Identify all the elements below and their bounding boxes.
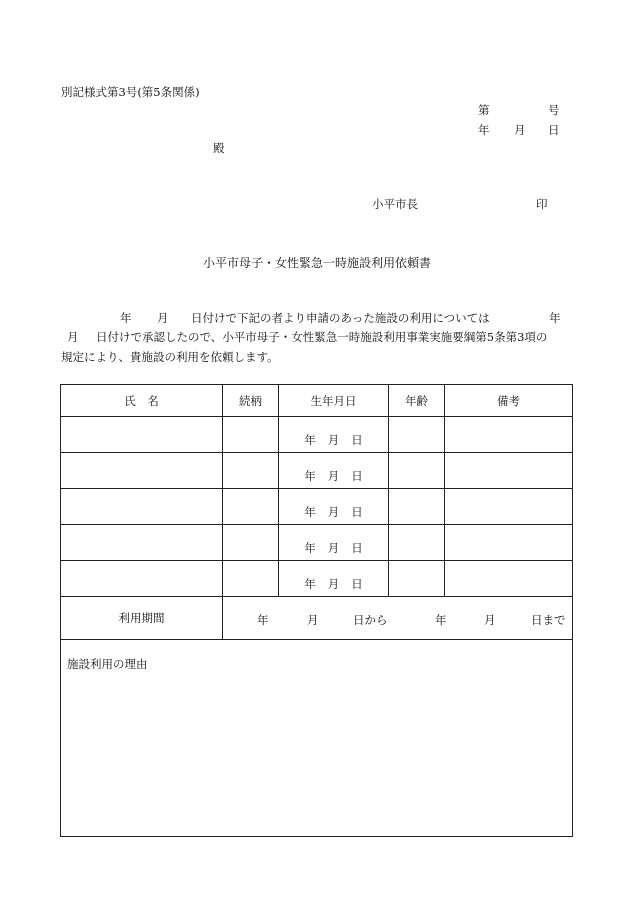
header-name: 氏 名	[61, 385, 223, 417]
body-line-2: 日付けで承認したので、小平市母子・女性緊急一時施設利用事業実施要綱第5条第3項の	[96, 330, 548, 344]
number-prefix: 第	[478, 103, 490, 117]
birth-month: 月	[327, 577, 340, 591]
applicant-table	[60, 384, 573, 837]
header-age: 年齢	[389, 385, 445, 417]
body-month-2: 月	[67, 330, 79, 344]
notes-field[interactable]	[445, 453, 573, 489]
age-field[interactable]	[389, 417, 445, 453]
age-field[interactable]	[389, 453, 445, 489]
relation-field[interactable]	[223, 561, 279, 597]
name-field[interactable]	[61, 453, 223, 489]
relation-field[interactable]	[223, 489, 279, 525]
document-title: 小平市母子・女性緊急一時施設利用依頼書	[203, 256, 432, 270]
birthdate-field[interactable]	[279, 453, 389, 489]
reason-row	[61, 640, 573, 837]
period-from-day: 日から	[353, 613, 388, 627]
notes-field[interactable]	[445, 489, 573, 525]
table-row	[61, 417, 573, 453]
period-row	[61, 597, 573, 640]
birth-month: 月	[327, 433, 340, 447]
body-month-1: 月	[157, 311, 169, 325]
table-row	[61, 453, 573, 489]
issuer-title: 小平市長	[372, 197, 418, 211]
date-day: 日	[548, 123, 560, 137]
birth-day: 日	[351, 577, 363, 591]
birth-year: 年	[304, 469, 316, 483]
name-field[interactable]	[61, 561, 223, 597]
age-field[interactable]	[389, 525, 445, 561]
birthdate-field[interactable]	[279, 417, 389, 453]
relation-field[interactable]	[223, 417, 279, 453]
period-to-day: 日まで	[531, 613, 566, 627]
period-to-year: 年	[435, 613, 447, 627]
notes-field[interactable]	[445, 417, 573, 453]
age-field[interactable]	[389, 561, 445, 597]
name-field[interactable]	[61, 525, 223, 561]
number-suffix: 号	[548, 103, 560, 117]
name-field[interactable]	[61, 489, 223, 525]
birth-year: 年	[304, 577, 316, 591]
seal-mark: 印	[536, 197, 548, 211]
birth-year: 年	[304, 433, 316, 447]
table-header-row	[61, 385, 573, 417]
notes-field[interactable]	[445, 525, 573, 561]
birth-month: 月	[327, 505, 340, 519]
period-from-year: 年	[257, 613, 269, 627]
table-row	[61, 489, 573, 525]
table-row	[61, 525, 573, 561]
birth-year: 年	[304, 541, 316, 555]
relation-field[interactable]	[223, 525, 279, 561]
notes-field[interactable]	[445, 561, 573, 597]
birth-day: 日	[351, 505, 363, 519]
birthdate-field[interactable]	[279, 525, 389, 561]
reason-field[interactable]	[61, 640, 573, 837]
birth-day: 日	[351, 433, 363, 447]
age-field[interactable]	[389, 489, 445, 525]
birthdate-field[interactable]	[279, 561, 389, 597]
body-line-1: 日付けで下記の者より申請のあった施設の利用については	[191, 311, 490, 325]
body-line-3: 規定により、貴施設の利用を依頼します。	[61, 350, 279, 364]
birth-month: 月	[327, 541, 340, 555]
birthdate-field[interactable]	[279, 489, 389, 525]
birth-month: 月	[327, 469, 340, 483]
header-relation: 続柄	[223, 385, 279, 417]
form-label: 別記様式第3号(第5条関係)	[61, 85, 200, 99]
period-field[interactable]	[223, 597, 573, 640]
relation-field[interactable]	[223, 453, 279, 489]
date-month: 月	[514, 123, 526, 137]
addressee-honorific: 殿	[213, 141, 225, 155]
period-to-month: 月	[484, 613, 496, 627]
period-from-month: 月	[307, 613, 319, 627]
birth-day: 日	[351, 469, 363, 483]
table-row	[61, 561, 573, 597]
body-year-2: 年	[549, 311, 561, 325]
reason-label: 施設利用の理由	[67, 657, 148, 671]
header-birthdate: 生年月日	[279, 385, 389, 417]
header-notes: 備考	[445, 385, 573, 417]
body-year-1: 年	[120, 311, 132, 325]
name-field[interactable]	[61, 417, 223, 453]
birth-day: 日	[351, 541, 363, 555]
period-label: 利用期間	[61, 597, 223, 640]
date-year: 年	[478, 123, 490, 137]
birth-year: 年	[304, 505, 316, 519]
